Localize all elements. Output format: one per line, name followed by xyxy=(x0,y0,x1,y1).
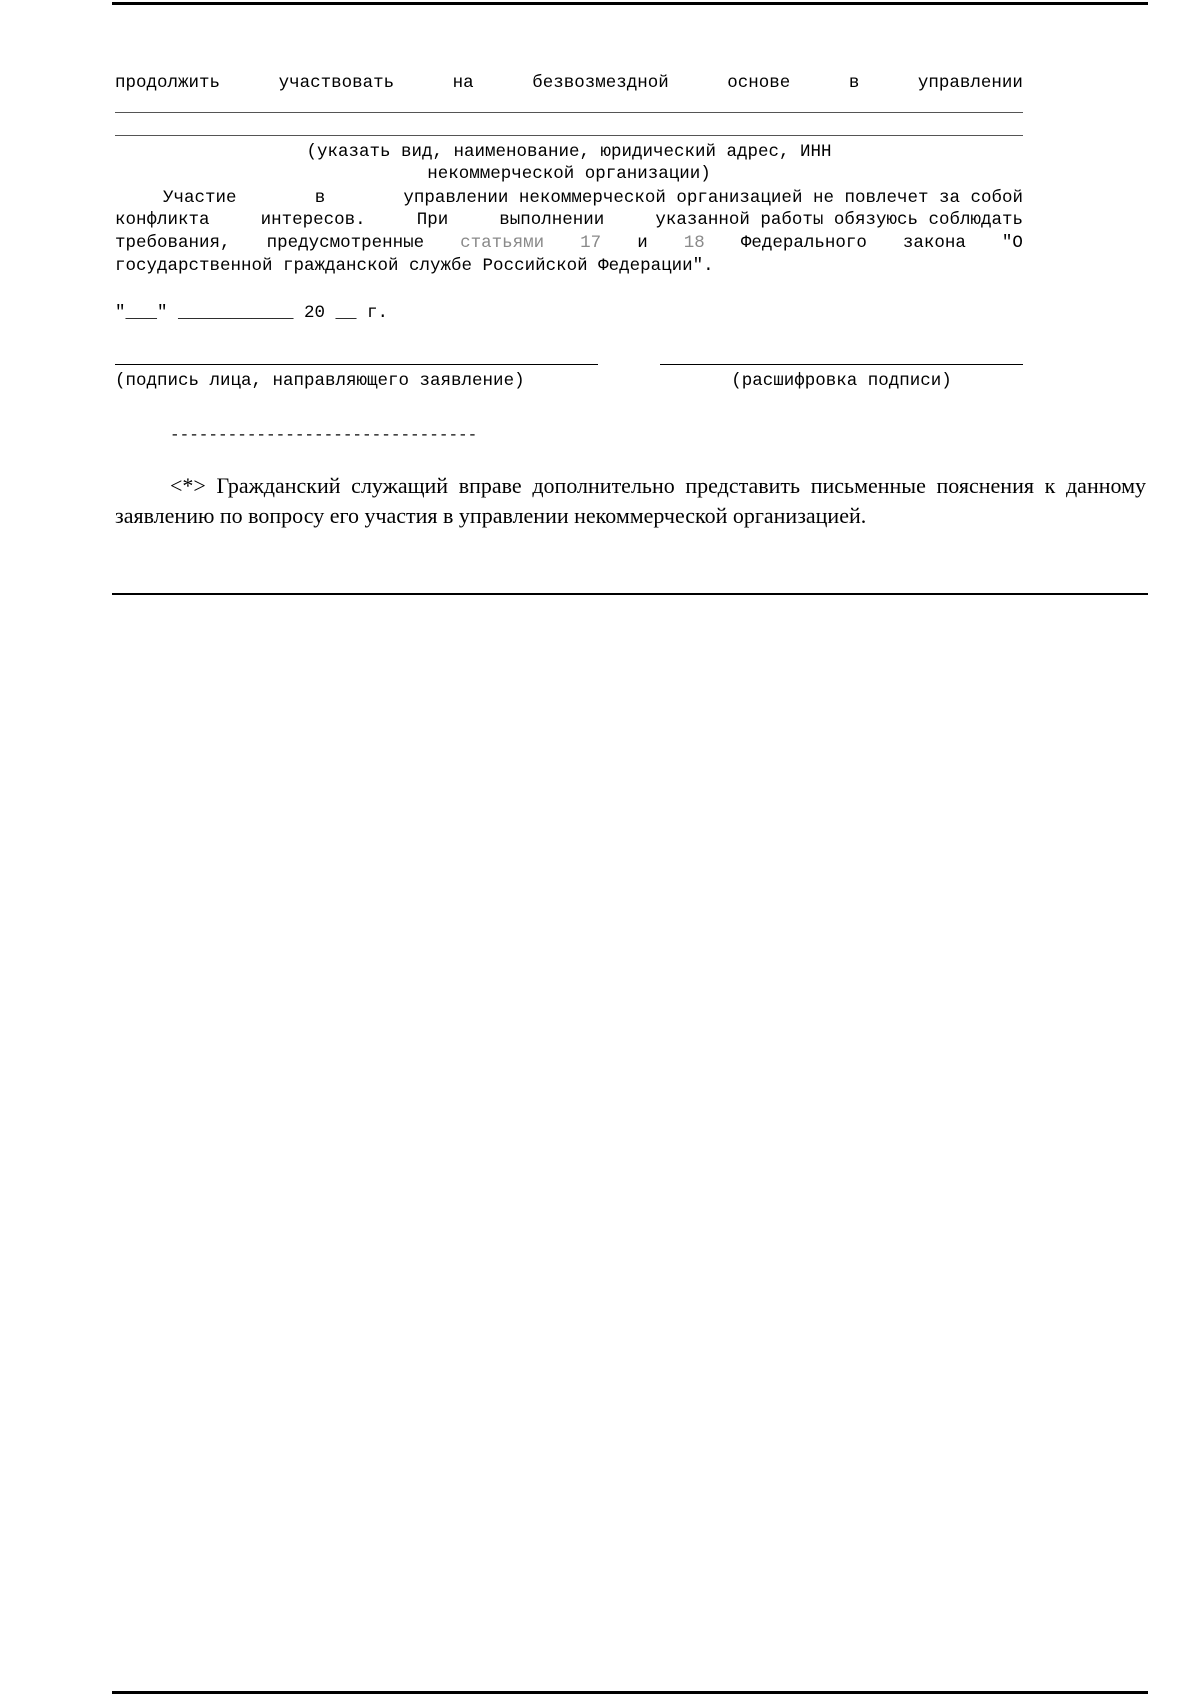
word: закона xyxy=(902,233,966,253)
word: выполнении xyxy=(499,210,605,230)
word: "О xyxy=(1001,233,1023,253)
signature-caption: (подпись лица, направляющего заявление) xyxy=(115,371,525,391)
word: требования, xyxy=(115,233,231,253)
word: в xyxy=(314,188,326,208)
date-line: "___" ___________ 20 __ г. xyxy=(115,303,389,323)
signature-decoding-caption: (расшифровка подписи) xyxy=(731,371,952,391)
word: управлении xyxy=(917,73,1023,93)
word: и xyxy=(637,233,648,253)
word: Федерального xyxy=(740,233,867,253)
word: указанной работы обязуюсь соблюдать xyxy=(655,210,1023,230)
statement-line-1 xyxy=(163,187,1023,209)
word: При xyxy=(416,210,449,230)
page-bottom-rule xyxy=(112,1691,1148,1694)
word: на xyxy=(452,73,474,93)
org-hint-line-2: некоммерческой организации) xyxy=(427,164,711,184)
word: продолжить xyxy=(115,73,221,93)
page-top-rule xyxy=(112,2,1148,5)
law-article-link[interactable]: 18 xyxy=(683,233,705,253)
word: интересов. xyxy=(260,210,366,230)
org-fill-line-2 xyxy=(115,135,1023,136)
word: в xyxy=(848,73,860,93)
statement-line-3 xyxy=(115,232,1023,254)
word: участвовать xyxy=(278,73,395,93)
word: безвозмездной xyxy=(532,73,669,93)
org-hint-line-1: (указать вид, наименование, юридический адрес, ИНН xyxy=(306,142,832,162)
law-article-link[interactable]: 17 xyxy=(580,233,602,253)
statement-line-4: государственной гражданской службе Российской Федерации". xyxy=(115,256,714,276)
continue-participation-line xyxy=(115,72,1023,94)
org-fill-line-1 xyxy=(115,112,1023,113)
word: Участие xyxy=(163,188,237,208)
signature-decoding-line xyxy=(660,364,1023,365)
word: основе xyxy=(727,73,791,93)
word: предусмотренные xyxy=(266,233,425,253)
footnote-separator: -------------------------------- xyxy=(170,426,478,444)
signature-line xyxy=(115,364,598,365)
section-divider xyxy=(112,593,1148,595)
statement-line-2 xyxy=(115,209,1023,231)
word: управлении некоммерческой организацией не повлечет за собой xyxy=(403,188,1023,208)
law-article-link[interactable]: статьями xyxy=(460,233,545,253)
footnote-text: <*> Гражданский служащий вправе дополнительно представить письменные пояснения к данному заявлению по вопросу его участия в управлении некоммерческой организацией. xyxy=(115,473,1146,528)
word: конфликта xyxy=(115,210,210,230)
